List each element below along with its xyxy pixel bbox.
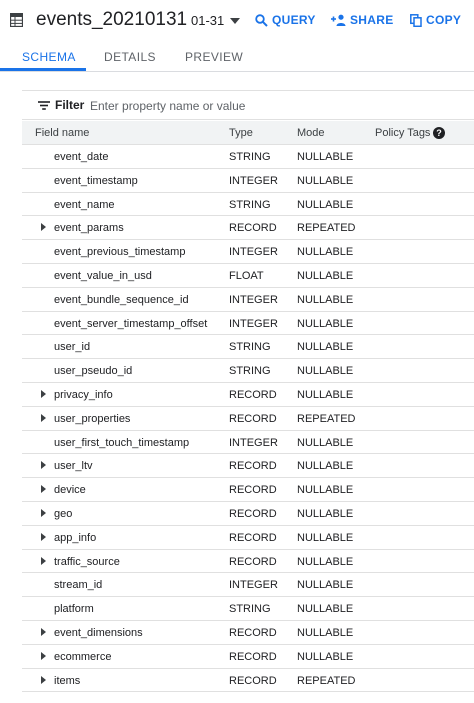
field-mode: NULLABLE: [297, 579, 354, 592]
expand-arrow-icon[interactable]: [41, 628, 46, 636]
field-name: event_bundle_sequence_id: [54, 293, 189, 306]
field-name: privacy_info: [54, 388, 113, 401]
field-mode: NULLABLE: [297, 269, 354, 282]
field-mode: NULLABLE: [297, 174, 354, 187]
field-name: geo: [54, 507, 73, 520]
field-mode: REPEATED: [297, 222, 356, 235]
field-type: RECORD: [229, 626, 277, 639]
field-type: INTEGER: [229, 174, 278, 187]
query-button-label: QUERY: [272, 13, 316, 27]
table-row[interactable]: [22, 407, 474, 431]
table-row[interactable]: [22, 431, 474, 455]
field-type: FLOAT: [229, 269, 264, 282]
field-mode: NULLABLE: [297, 365, 354, 378]
table-row[interactable]: [22, 145, 474, 169]
field-mode: NULLABLE: [297, 650, 354, 663]
expand-arrow-icon[interactable]: [41, 461, 46, 469]
field-type: STRING: [229, 341, 271, 354]
search-icon: [255, 14, 268, 27]
tab-preview[interactable]: PREVIEW: [185, 50, 244, 64]
table-row[interactable]: [22, 526, 474, 550]
field-name: event_params: [54, 222, 124, 235]
schema-rows: [22, 145, 474, 692]
filter-label: Filter: [55, 98, 85, 112]
field-name: traffic_source: [54, 555, 120, 568]
active-tab-indicator: [0, 68, 86, 71]
column-header-policy-tags: Policy Tags: [375, 127, 431, 139]
field-name: event_timestamp: [54, 174, 138, 187]
expand-arrow-icon[interactable]: [41, 414, 46, 422]
copy-button[interactable]: [410, 13, 461, 27]
table-row[interactable]: [22, 454, 474, 478]
field-name: event_name: [54, 198, 115, 211]
field-type: RECORD: [229, 555, 277, 568]
field-name: app_info: [54, 531, 97, 544]
field-mode: NULLABLE: [297, 555, 354, 568]
expand-arrow-icon[interactable]: [41, 485, 46, 493]
field-type: STRING: [229, 198, 271, 211]
field-name: user_pseudo_id: [54, 365, 133, 378]
table-row[interactable]: [22, 478, 474, 502]
filter-input[interactable]: [90, 95, 450, 117]
column-header-type: Type: [229, 127, 253, 139]
table-header: [0, 0, 474, 42]
field-type: RECORD: [229, 222, 277, 235]
expand-arrow-icon[interactable]: [41, 676, 46, 684]
field-type: INTEGER: [229, 317, 278, 330]
copy-icon: [410, 14, 422, 27]
table-row[interactable]: [22, 669, 474, 693]
field-type: INTEGER: [229, 246, 278, 259]
tab-schema[interactable]: SCHEMA: [22, 50, 76, 64]
field-name: event_date: [54, 151, 109, 163]
table-row[interactable]: [22, 359, 474, 383]
table-row[interactable]: [22, 573, 474, 597]
field-mode: NULLABLE: [297, 151, 354, 163]
field-type: STRING: [229, 603, 271, 616]
expand-arrow-icon[interactable]: [41, 557, 46, 565]
schema-table-header: [22, 121, 474, 145]
field-mode: NULLABLE: [297, 317, 354, 330]
expand-arrow-icon[interactable]: [41, 509, 46, 517]
field-name: event_dimensions: [54, 626, 143, 639]
filter-bar: [22, 90, 474, 120]
field-mode: NULLABLE: [297, 626, 354, 639]
field-mode: NULLABLE: [297, 531, 354, 544]
column-header-mode: Mode: [297, 127, 325, 139]
table-row[interactable]: [22, 597, 474, 621]
field-type: STRING: [229, 365, 271, 378]
table-icon: [10, 13, 23, 27]
field-mode: NULLABLE: [297, 388, 354, 401]
field-mode: NULLABLE: [297, 484, 354, 497]
field-mode: NULLABLE: [297, 507, 354, 520]
date-suffix-select[interactable]: 01-31: [191, 13, 225, 28]
field-mode: REPEATED: [297, 412, 356, 425]
copy-button-label: COPY: [426, 13, 462, 27]
field-type: RECORD: [229, 388, 277, 401]
field-name: event_value_in_usd: [54, 269, 152, 282]
table-row[interactable]: [22, 240, 474, 264]
field-type: RECORD: [229, 674, 277, 687]
field-type: RECORD: [229, 484, 277, 497]
field-name: event_previous_timestamp: [54, 246, 186, 259]
field-name: stream_id: [54, 579, 103, 592]
table-title: events_20210131: [36, 9, 188, 30]
field-type: RECORD: [229, 650, 277, 663]
table-row[interactable]: [22, 312, 474, 336]
field-name: user_first_touch_timestamp: [54, 436, 190, 449]
help-icon[interactable]: ?: [433, 127, 445, 139]
field-name: device: [54, 484, 86, 497]
field-type: RECORD: [229, 531, 277, 544]
schema-table: [22, 121, 474, 692]
table-row[interactable]: [22, 193, 474, 217]
field-name: user_properties: [54, 412, 131, 425]
column-header-field-name: Field name: [35, 127, 90, 139]
field-name: ecommerce: [54, 650, 112, 663]
expand-arrow-icon[interactable]: [41, 223, 46, 231]
field-type: INTEGER: [229, 293, 278, 306]
field-mode: NULLABLE: [297, 293, 354, 306]
field-name: platform: [54, 603, 94, 616]
field-type: INTEGER: [229, 436, 278, 449]
filter-icon[interactable]: [38, 101, 50, 110]
field-mode: NULLABLE: [297, 246, 354, 259]
person-add-icon: [331, 14, 346, 26]
field-name: user_ltv: [54, 460, 93, 473]
share-button[interactable]: [331, 13, 394, 27]
chevron-down-icon[interactable]: [230, 18, 240, 24]
table-row[interactable]: [22, 502, 474, 526]
table-row[interactable]: [22, 169, 474, 193]
table-row[interactable]: [22, 621, 474, 645]
table-row[interactable]: [22, 288, 474, 312]
field-type: RECORD: [229, 412, 277, 425]
table-row[interactable]: [22, 264, 474, 288]
expand-arrow-icon[interactable]: [41, 390, 46, 398]
field-mode: NULLABLE: [297, 603, 354, 616]
field-type: RECORD: [229, 460, 277, 473]
table-row[interactable]: [22, 216, 474, 240]
table-row[interactable]: [22, 335, 474, 359]
field-mode: NULLABLE: [297, 341, 354, 354]
field-type: INTEGER: [229, 579, 278, 592]
table-row[interactable]: [22, 383, 474, 407]
share-button-label: SHARE: [350, 13, 394, 27]
field-mode: NULLABLE: [297, 198, 354, 211]
expand-arrow-icon[interactable]: [41, 652, 46, 660]
table-row[interactable]: [22, 550, 474, 574]
field-mode: NULLABLE: [297, 436, 354, 449]
tab-details[interactable]: DETAILS: [104, 50, 156, 64]
query-button[interactable]: [255, 13, 316, 27]
field-name: user_id: [54, 341, 91, 354]
field-type: STRING: [229, 151, 271, 163]
expand-arrow-icon[interactable]: [41, 533, 46, 541]
field-mode: NULLABLE: [297, 460, 354, 473]
table-row[interactable]: [22, 645, 474, 669]
field-type: RECORD: [229, 507, 277, 520]
field-name: event_server_timestamp_offset: [54, 317, 208, 330]
field-name: items: [54, 674, 81, 687]
field-mode: REPEATED: [297, 674, 356, 687]
